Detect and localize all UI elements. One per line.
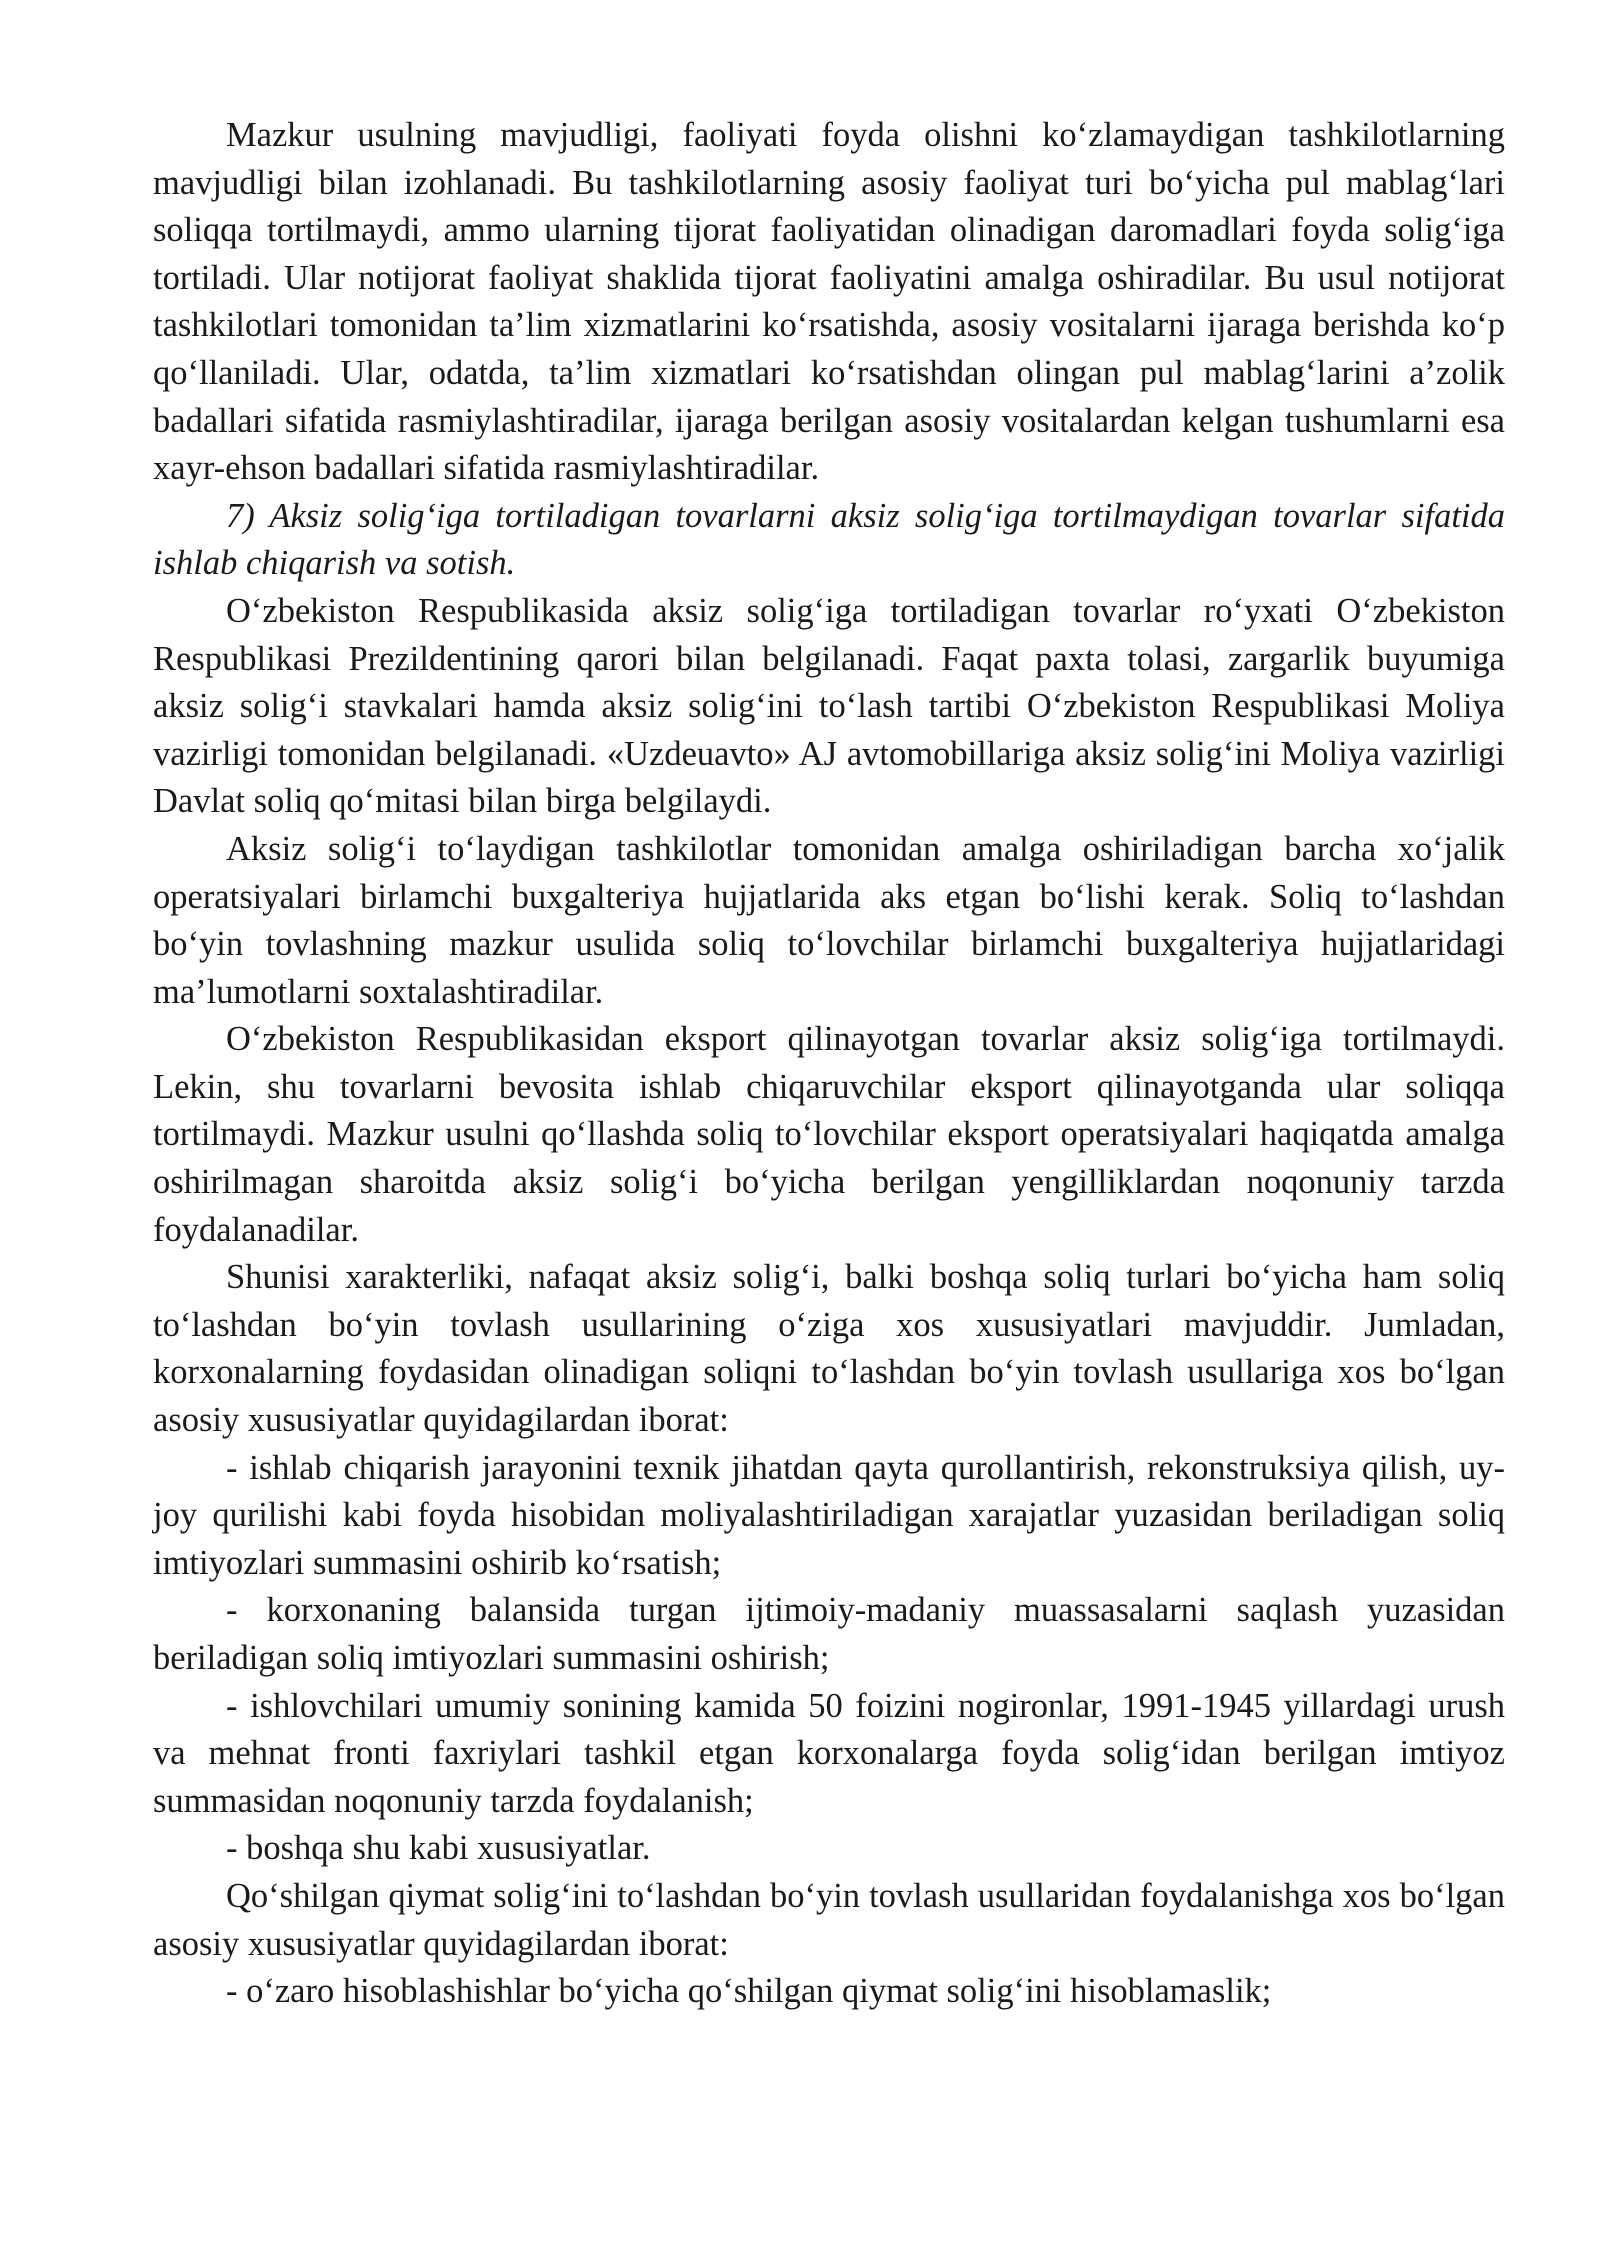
list-item-2: - korxonaning balansida turgan ijtimoiy-madaniy muassasalarni saqlash yuzasidan beriladigan soliq imtiyozlari summasini oshirish;: [153, 1591, 1505, 1677]
list-item-1: - ishlab chiqarish jarayonini texnik jihatdan qayta qurollantirish, rekonstruksiya qilish, uy-joy qurilishi kabi foyda hisobidan moliyalashtiriladigan xarajatlar yuzasidan beriladigan soliq imtiyozlari summasini oshirib ko‘rsatish;: [153, 1448, 1505, 1582]
paragraph-6: Qo‘shilgan qiymat solig‘ini to‘lashdan bo‘yin tovlash usullaridan foydalanishga xos bo‘lgan asosiy xususiyatlar quyidagilardan iborat:: [153, 1876, 1505, 1963]
document-page: [153, 112, 1505, 2016]
list-item-4: - boshqa shu kabi xususiyatlar.: [226, 1829, 651, 1868]
paragraph-3: Aksiz solig‘i to‘laydigan tashkilotlar tomonidan amalga oshiriladigan barcha xo‘jalik operatsiyalari birlamchi buxgalteriya hujjatlarida aks etgan bo‘lishi kerak. Soliq to‘lashdan bo‘yin tovlashning mazkur usulida soliq to‘lovchilar birlamchi buxgalteriya hujjatlaridagi ma’lumotlarni soxtalashtiradilar.: [153, 829, 1505, 1011]
paragraph-1: Mazkur usulning mavjudligi, faoliyati foyda olishni ko‘zlamaydigan tashkilotlarning mavjudligi bilan izohlanadi. Bu tashkilotlarning asosiy faoliyat turi bo‘yicha pul mablag‘lari soliqqa tortilmaydi, ammo ularning tijorat faoliyatidan olinadigan daromadlari foyda solig‘iga tortiladi. Ular notijorat faoliyat shaklida tijorat faoliyatini amalga oshiradilar. Bu usul notijorat tashkilotlari tomonidan ta’lim xizmatlarini ko‘rsatishda, asosiy vositalarni ijaraga berishda ko‘p qo‘llaniladi. Ular, odatda, ta’lim xizmatlari ko‘rsatishdan olingan pul mablag‘larini a’zolik badallari sifatida rasmiylashtiradilar, ijaraga berilgan asosiy vositalardan kelgan tushumlarni esa xayr-ehson badallari sifatida rasmiylashtiradilar.: [153, 116, 1505, 488]
paragraph-5: Shunisi xarakterliki, nafaqat aksiz solig‘i, balki boshqa soliq turlari bo‘yicha ham soliq to‘lashdan bo‘yin tovlash usullarining o‘ziga xos xususiyatlari mavjuddir. Jumladan, korxonalarning foydasidan olinadigan soliqni to‘lashdan bo‘yin tovlash usullariga xos bo‘lgan asosiy xususiyatlar quyidagilardan iborat:: [153, 1258, 1505, 1440]
paragraph-4: O‘zbekiston Respublikasidan eksport qilinayotgan tovarlar aksiz solig‘iga tortilmaydi. Lekin, shu tovarlarni bevosita ishlab chiqaruvchilar eksport qilinayotganda ular soliqqa tortilmaydi. Mazkur usulni qo‘llashda soliq to‘lovchilar eksport operatsiyalari haqiqatda amalga oshirilmagan sharoitda aksiz solig‘i bo‘yicha berilgan yengilliklardan noqonuniy tarzda foydalanadilar.: [153, 1020, 1505, 1249]
list-item-3: - ishlovchilari umumiy sonining kamida 50 foizini nogironlar, 1991-1945 yillardagi urush va mehnat fronti faxriylari tashkil etgan korxonalarga foyda solig‘idan berilgan imtiyoz summasidan noqonuniy tarzda foydalanish;: [153, 1686, 1505, 1820]
section-heading-7: 7) Aksiz solig‘iga tortiladigan tovarlarni aksiz solig‘iga tortilmaydigan tovarlar sifatida ishlab chiqarish va sotish.: [153, 496, 1505, 583]
paragraph-2: O‘zbekiston Respublikasida aksiz solig‘iga tortiladigan tovarlar ro‘yxati O‘zbekiston Respublikasi Prezildentining qarori bilan belgilanadi. Faqat paxta tolasi, zargarlik buyumiga aksiz solig‘i stavkalari hamda aksiz solig‘ini to‘lash tartibi O‘zbekiston Respublikasi Moliya vazirligi tomonidan belgilanadi. «Uzdeuavto» AJ avtomobillariga aksiz solig‘ini Moliya vazirligi Davlat soliq qo‘mitasi bilan birga belgilaydi.: [153, 591, 1505, 821]
list-item-5: - o‘zaro hisoblashishlar bo‘yicha qo‘shilgan qiymat solig‘ini hisoblamaslik;: [226, 1972, 1272, 2011]
